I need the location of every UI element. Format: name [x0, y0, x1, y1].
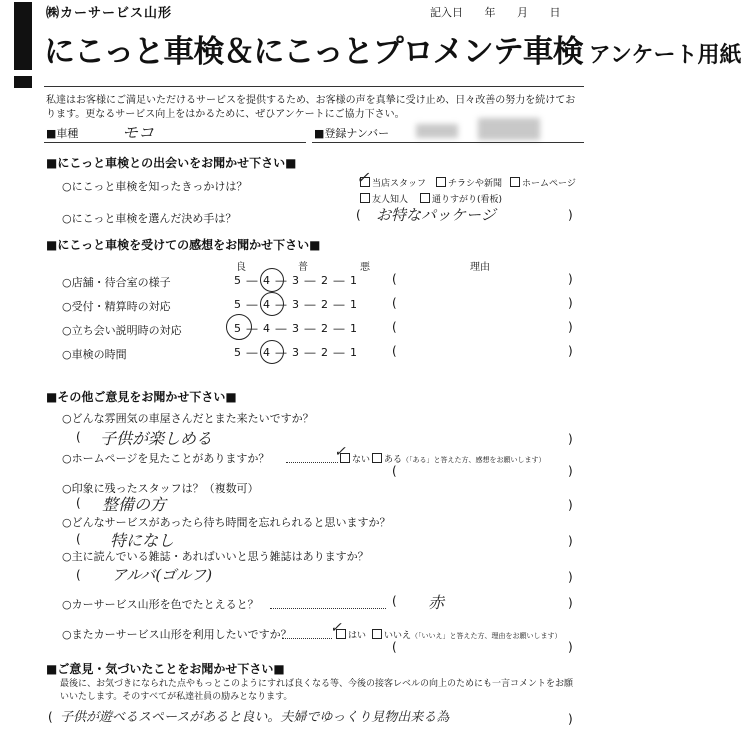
section3-q5: ○主に読んでいる雑誌・あればいいと思う雑誌はありますか？: [62, 550, 369, 563]
option-label: 友人知人: [372, 195, 409, 205]
paren-open: (: [356, 208, 361, 222]
rating-scale-explanation[interactable]: 5 ― 4 ― 3 ― 2 ― 1: [234, 322, 358, 335]
rating-label-time: ○車検の時間: [62, 348, 127, 361]
rating-circle: [260, 292, 284, 316]
paren-close: ): [568, 464, 573, 478]
plate-label: ■登録ナンバー: [314, 127, 390, 140]
title-rule: [44, 86, 584, 87]
intro-text: 私達はお客様にご満足いただけるサービスを提供するため、お客様の声を真摯に受け止め、日々改善の努力を続けております。更なるサービス向上をはかるために、ぜひアンケートにご協力下さい。: [46, 95, 576, 120]
section1-q2: ○にこっと車検を選んだ決め手は？: [62, 212, 237, 225]
rating-scale-store[interactable]: 5 ― 4 ― 3 ― 2 ― 1: [234, 274, 358, 287]
q1-option-store-staff[interactable]: [360, 176, 426, 189]
paren-close: ): [568, 208, 573, 222]
paren-close: ): [568, 432, 573, 446]
section3-q3: ○印象に残ったスタッフは？（複数可）: [62, 482, 259, 495]
option-label: チラシや新聞: [448, 179, 503, 189]
paren-close: ): [568, 534, 573, 548]
rating-circle: [226, 314, 252, 340]
paren-close: ): [568, 320, 573, 334]
q2-note: （「ある」と答えた方、感想をお願いします）: [402, 456, 546, 464]
car-value[interactable]: モコ: [122, 123, 155, 142]
q7-option-no[interactable]: [372, 628, 562, 641]
paren-close: ): [568, 712, 573, 726]
page-title: [44, 26, 741, 71]
paren-close: ): [568, 272, 573, 286]
title-sub: アンケート用紙: [588, 43, 741, 68]
section3-title: ■その他ご意見をお聞かせ下さい■: [46, 390, 237, 404]
a4-answer[interactable]: 特になし: [110, 531, 175, 550]
checkbox[interactable]: [372, 629, 382, 639]
section3-q7: ○またカーサービス山形を利用したいですか？: [62, 628, 292, 641]
leader-dots: [282, 638, 332, 639]
paren-close: ): [568, 344, 573, 358]
section2-title: ■にこっと車検を受けての感想をお聞かせ下さい■: [46, 238, 321, 252]
checkbox[interactable]: [510, 177, 520, 187]
checkbox[interactable]: [360, 193, 370, 203]
a5-answer[interactable]: アルバ(ゴルフ): [112, 566, 213, 584]
option-label: ない: [352, 455, 371, 465]
plate-underline: [312, 142, 584, 143]
paren-open: (: [76, 568, 81, 582]
option-label: ある: [384, 455, 403, 465]
paren-close: ): [568, 570, 573, 584]
q7-note: （「いいえ」と答えた方、理由をお願いします）: [411, 632, 562, 640]
q1-option-homepage[interactable]: [510, 176, 576, 189]
paren-open: (: [392, 296, 397, 310]
date-label: 記入日 年 月 日: [430, 6, 561, 19]
head-bad: 悪: [360, 262, 370, 273]
rating-label-reception: ○受付・精算時の対応: [62, 300, 171, 313]
option-label: 通りすがり(看板): [432, 195, 503, 205]
section4-answer[interactable]: 子供が遊べるスペースがあると良い。夫婦でゆっくり見物出来る為: [60, 710, 450, 725]
checkbox[interactable]: [372, 453, 382, 463]
rating-label-store: ○店舗・待合室の様子: [62, 276, 171, 289]
car-underline: [44, 142, 306, 143]
paren-close: ): [568, 640, 573, 654]
section4-text: 最後に、お気づきになられた点やもっとこのようにすれば良くなる等、今後の接客レベルの向上のためにも一言コメントをお願いいたします。そのすべてが私達社員の励みとなります。: [60, 679, 574, 702]
checkmark-icon: ✓: [334, 444, 346, 460]
head-normal: 普: [298, 262, 308, 273]
title-main: にこっと車検＆にこっとプロメンテ車検: [44, 34, 583, 70]
plate-blur-1: [416, 124, 458, 138]
paren-close: ): [568, 498, 573, 512]
rating-circle: [260, 268, 284, 292]
rating-circle: [260, 340, 284, 364]
section1-title: ■にこっと車検との出会いをお聞かせ下さい■: [46, 156, 297, 170]
option-label: いいえ: [384, 631, 412, 641]
car-label: ■車種: [46, 127, 79, 140]
checkmark-icon: ✓: [356, 168, 370, 187]
q2-answer[interactable]: お特なパッケージ: [376, 206, 496, 224]
rating-scale-time[interactable]: 5 ― 4 ― 3 ― 2 ― 1: [234, 346, 358, 359]
paren-close: ): [568, 296, 573, 310]
a1-answer[interactable]: 子供が楽しめる: [100, 429, 213, 448]
a6-answer[interactable]: 赤: [428, 593, 445, 612]
section1-q1: ○にこっと車検を知ったきっかけは？: [62, 180, 248, 193]
paren-open: (: [392, 640, 397, 654]
plate-blur-2: [478, 118, 540, 140]
rating-label-explanation: ○立ち会い説明時の対応: [62, 324, 182, 337]
exclamation-bar: [14, 2, 32, 70]
q1-option-flyer[interactable]: [436, 176, 502, 189]
checkmark-icon: ✓: [330, 620, 342, 636]
a3-answer[interactable]: 整備の方: [102, 495, 167, 514]
paren-open: (: [392, 344, 397, 358]
paren-open: (: [48, 710, 53, 724]
option-label: ホームページ: [522, 179, 576, 189]
option-label: 当店スタッフ: [372, 179, 427, 189]
section4-title: ■ご意見・気づいたことをお聞かせ下さい■: [46, 662, 285, 676]
paren-open: (: [76, 496, 81, 510]
section3-q2: ○ホームページを見たことがありますか？: [62, 452, 270, 465]
paren-open: (: [392, 594, 397, 608]
section3-q6: ○カーサービス山形を色でたとえると？: [62, 598, 259, 611]
head-reason: 理由: [470, 262, 490, 273]
paren-open: (: [392, 272, 397, 286]
leader-dots: [270, 608, 386, 609]
paren-open: (: [392, 464, 397, 478]
checkbox[interactable]: [420, 193, 430, 203]
exclamation-dot: [14, 76, 32, 88]
paren-open: (: [392, 320, 397, 334]
paren-close: ): [568, 596, 573, 610]
rating-scale-reception[interactable]: 5 ― 4 ― 3 ― 2 ― 1: [234, 298, 358, 311]
paren-open: (: [76, 430, 81, 444]
brand-name: ㈱カーサービス山形: [46, 6, 173, 21]
section3-q4: ○どんなサービスがあったら待ち時間を忘れられると思いますか？: [62, 516, 391, 529]
leader-dots: [286, 462, 338, 463]
paren-open: (: [76, 532, 81, 546]
option-label: はい: [348, 631, 367, 641]
checkbox[interactable]: [436, 177, 446, 187]
head-good: 良: [236, 262, 246, 273]
q2-option-yes[interactable]: [372, 452, 546, 465]
section3-q1: ○どんな雰囲気の車屋さんだとまた来たいですか？: [62, 412, 314, 425]
